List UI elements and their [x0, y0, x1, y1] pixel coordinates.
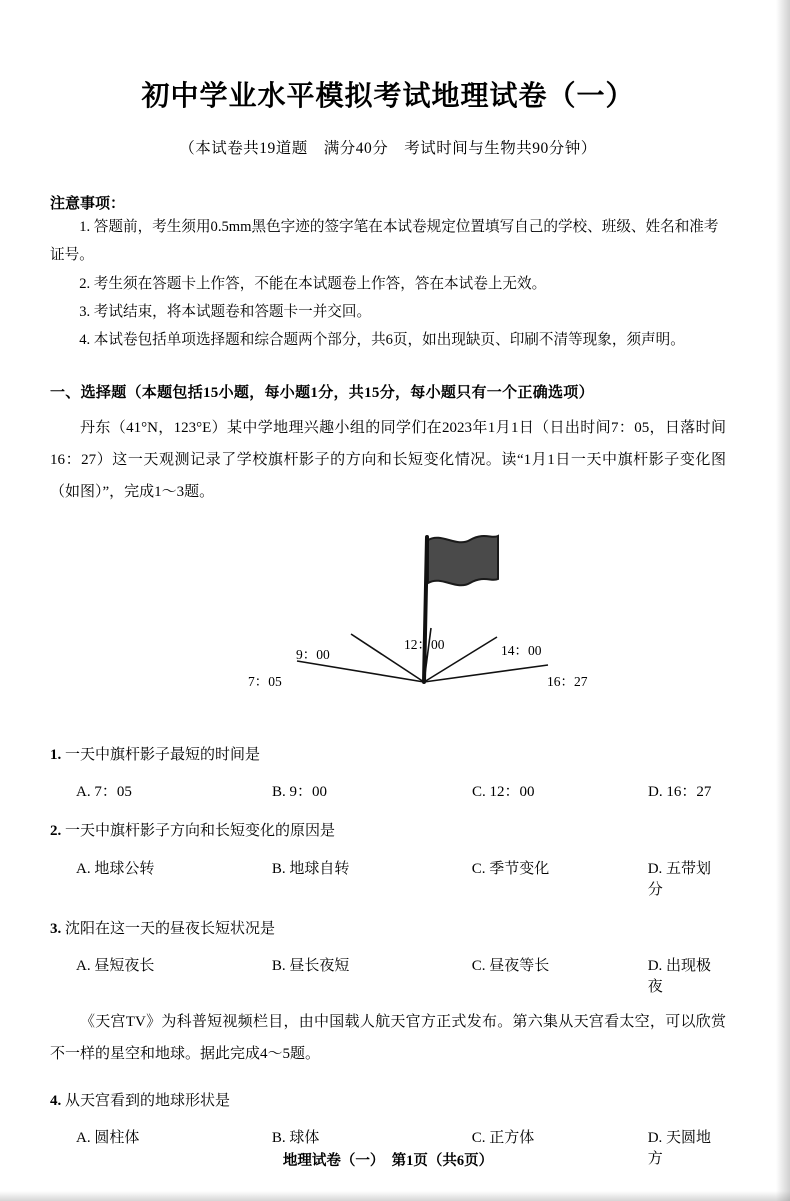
- question-stem: 一天中旗杆影子方向和长短变化的原因是: [65, 823, 336, 840]
- flag-shadow-figure: [50, 515, 726, 725]
- passage-flag-shadow: 丹东（41°N，123°E）某中学地理兴趣小组的同学们在2023年1月1日（日出时间7：05，日落时间16：27）这一天观测记录了学校旗杆影子的方向和长短变化情况。读“1月1日一天中旗杆影子变化图（如图）”，完成1～3题。: [50, 419, 726, 501]
- option-b[interactable]: B. 昼长夜短: [271, 958, 350, 975]
- option-b[interactable]: B. 地球自转: [271, 860, 350, 877]
- option-a[interactable]: A. 地球公转: [76, 860, 155, 877]
- question-3-options: [50, 954, 726, 996]
- figure-label-1200: 12：00: [404, 636, 445, 652]
- question-4: [50, 1089, 726, 1115]
- question-number: 3.: [50, 920, 62, 937]
- section-heading-multiple-choice: 一、选择题（本题包括15小题，每小题1分，共15分，每小题只有一个正确选项）: [50, 384, 594, 401]
- figure-label-0900: 9：00: [296, 646, 330, 662]
- notice-item: 3. 考试结束，将本试题卷和答题卡一并交回。: [79, 303, 372, 320]
- question-stem: 沈阳在这一天的昼夜长短状况是: [65, 920, 276, 937]
- question-2-options: [50, 857, 726, 899]
- paper-sheet: [16, 10, 760, 1186]
- question-number: 4.: [50, 1092, 62, 1109]
- option-d[interactable]: D. 出现极夜: [647, 958, 712, 996]
- figure-label-1627: 16：27: [547, 673, 588, 689]
- passage-tiangong: 《天宫TV》为科普短视频栏目，由中国载人航天官方正式发布。第六集从天宫看太空，可以欣赏不一样的星空和地球。据此完成4～5题。: [50, 1014, 726, 1063]
- question-stem: 从天宫看到的地球形状是: [65, 1092, 231, 1109]
- flag-shadow-diagram: [50, 515, 726, 725]
- option-c[interactable]: C. 12：00: [472, 784, 535, 801]
- option-d[interactable]: D. 16：27: [648, 784, 712, 801]
- option-d[interactable]: D. 五带划分: [647, 860, 712, 898]
- page-footer: 地理试卷（一） 第1页（共6页）: [282, 1153, 494, 1169]
- option-c[interactable]: C. 昼夜等长: [471, 958, 550, 975]
- notice-item: 1. 答题前，考生须用0.5mm黑色字迹的签字笔在本试卷规定位置填写自己的学校、班级、姓名和准考证号。: [50, 218, 719, 264]
- paper-subtitle: （本试卷共19道题 满分40分 考试时间与生物共90分钟）: [179, 139, 597, 157]
- figure-label-0705: 7：05: [248, 673, 282, 689]
- question-number: 1.: [50, 746, 62, 763]
- option-c[interactable]: C. 正方体: [471, 1130, 535, 1147]
- option-d[interactable]: D. 天圆地方: [647, 1130, 712, 1168]
- option-b[interactable]: B. 9：00: [272, 784, 328, 801]
- figure-label-1400: 14：00: [501, 642, 542, 658]
- notice-item: 4. 本试卷包括单项选择题和综合题两个部分，共6页，如出现缺页、印刷不清等现象，须声明。: [79, 332, 685, 349]
- option-c[interactable]: C. 季节变化: [471, 860, 550, 877]
- option-a[interactable]: A. 昼短夜长: [76, 958, 155, 975]
- question-1-options: [50, 780, 726, 801]
- question-2: [50, 819, 726, 845]
- option-a[interactable]: A. 7：05: [76, 784, 132, 801]
- notice-item: 2. 考生须在答题卡上作答，不能在本试题卷上作答，答在本试卷上无效。: [79, 275, 547, 292]
- question-stem: 一天中旗杆影子最短的时间是: [65, 746, 261, 763]
- option-b[interactable]: B. 球体: [271, 1130, 320, 1147]
- question-1: [50, 743, 726, 769]
- question-number: 2.: [50, 823, 62, 840]
- page-title: 初中学业水平模拟考试地理试卷（一）: [141, 81, 635, 112]
- option-a[interactable]: A. 圆柱体: [76, 1130, 140, 1147]
- question-3: [50, 917, 726, 943]
- notice-heading: 注意事项：: [50, 195, 126, 212]
